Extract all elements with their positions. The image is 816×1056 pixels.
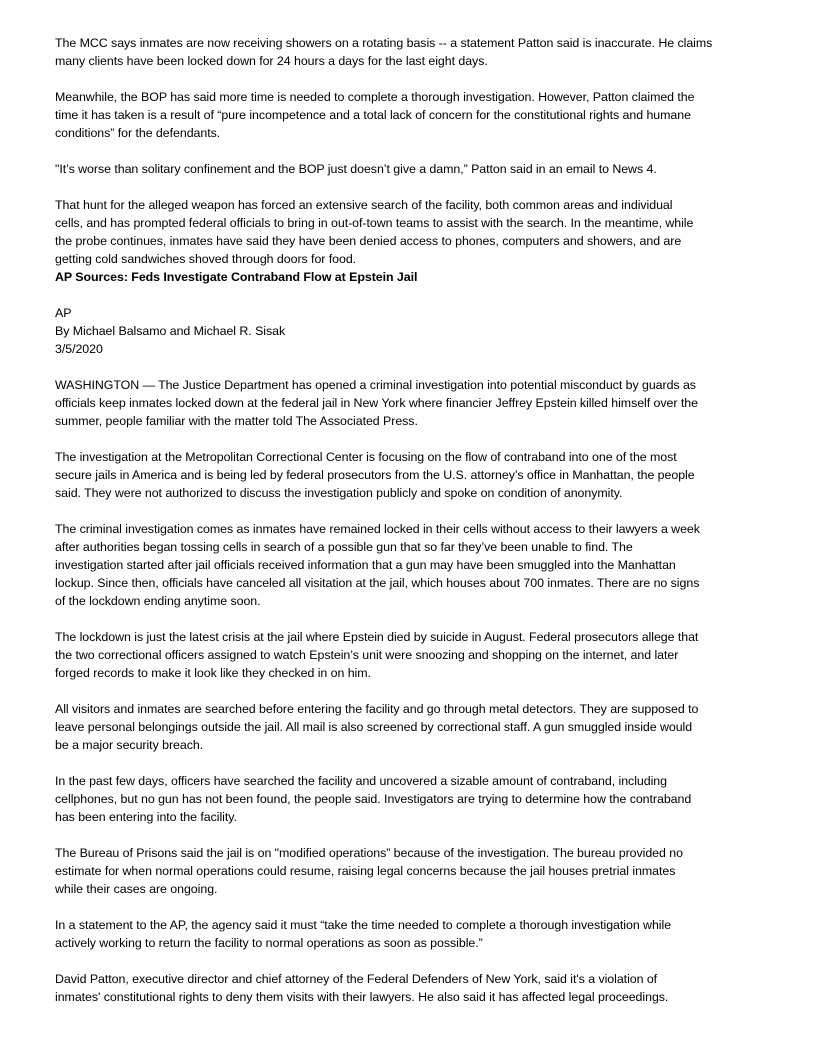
article-paragraph-7: The Bureau of Prisons said the jail is on "modified operations” because of the investigation. The bureau provided no estimate for when normal operations could resume, raising legal concerns because the jail houses pretrial inmates while their cases are ongoing. xyxy=(55,846,683,896)
article-headline: AP Sources: Feds Investigate Contraband Flow at Epstein Jail xyxy=(55,270,418,284)
article-paragraph-8: In a statement to the AP, the agency said it must “take the time needed to complete a thorough investigation while actively working to return the facility to normal operations as soon as possible.” xyxy=(55,918,672,950)
article-paragraph-4: The lockdown is just the latest crisis at the jail where Epstein died by suicide in August. Federal prosecutors allege that the two correctional officers assigned to watch Epstein’s unit were snoozing and shopping on the internet, and later forged records to make it look like they checked in on him. xyxy=(55,630,699,680)
intro-paragraph-3: "It’s worse than solitary confinement and the BOP just doesn’t give a damn,” Patton said in an email to News 4. xyxy=(55,162,657,176)
intro-paragraph-4: That hunt for the alleged weapon has forced an extensive search of the facility, both common areas and individual cells, and has prompted federal officials to bring in out-of-town teams to assist with the search. In the meantime, while the probe continues, inmates have said they have been denied access to phones, computers and showers, and are getting cold sandwiches shoved through doors for food. xyxy=(55,198,694,266)
document-page xyxy=(55,34,767,1006)
article-byline: By Michael Balsamo and Michael R. Sisak xyxy=(55,324,286,338)
article-paragraph-5: All visitors and inmates are searched before entering the facility and go through metal detectors. They are supposed to leave personal belongings outside the jail. All mail is also screened by correctional staff. A gun smuggled inside would be a major security breach. xyxy=(55,702,699,752)
article-paragraph-2: The investigation at the Metropolitan Correctional Center is focusing on the flow of contraband into one of the most secure jails in America and is being led by federal prosecutors from the U.S. attorney’s office in Manhattan, the people said. They were not authorized to discuss the investigation publicly and spoke on condition of anonymity. xyxy=(55,450,695,500)
article-paragraph-6: In the past few days, officers have searched the facility and uncovered a sizable amount of contraband, including cellphones, but no gun has not been found, the people said. Investigators are trying to determine how the contraband has been entering into the facility. xyxy=(55,774,692,824)
article-paragraph-9: David Patton, executive director and chief attorney of the Federal Defenders of New York, said it's a violation of inmates' constitutional rights to deny them visits with their lawyers. He also said it has affected legal proceedings. xyxy=(55,972,669,1004)
article-byline-block xyxy=(55,304,767,358)
article-paragraph-1: WASHINGTON — The Justice Department has opened a criminal investigation into potential misconduct by guards as officials keep inmates locked down at the federal jail in New York where financier Jeffrey Epstein killed himself over the summer, people familiar with the matter told The Associated Press. xyxy=(55,378,698,428)
intro-paragraph-1: The MCC says inmates are now receiving showers on a rotating basis -- a statement Patton said is inaccurate. He claims many clients have been locked down for 24 hours a days for the last eight days. xyxy=(55,36,713,68)
article-source: AP xyxy=(55,306,72,320)
article-date: 3/5/2020 xyxy=(55,342,103,356)
intro-paragraph-2: Meanwhile, the BOP has said more time is needed to complete a thorough investigation. However, Patton claimed the time it has taken is a result of “pure incompetence and a total lack of concern for the constitutional rights and humane conditions” for the defendants. xyxy=(55,90,695,140)
article-paragraph-3: The criminal investigation comes as inmates have remained locked in their cells without access to their lawyers a week after authorities began tossing cells in search of a possible gun that so far they’ve been unable to find. The investigation started after jail officials received information that a gun may have been smuggled into the Manhattan lockup. Since then, officials have canceled all visitation at the jail, which houses about 700 inmates. There are no signs of the lockdown ending anytime soon. xyxy=(55,522,700,608)
